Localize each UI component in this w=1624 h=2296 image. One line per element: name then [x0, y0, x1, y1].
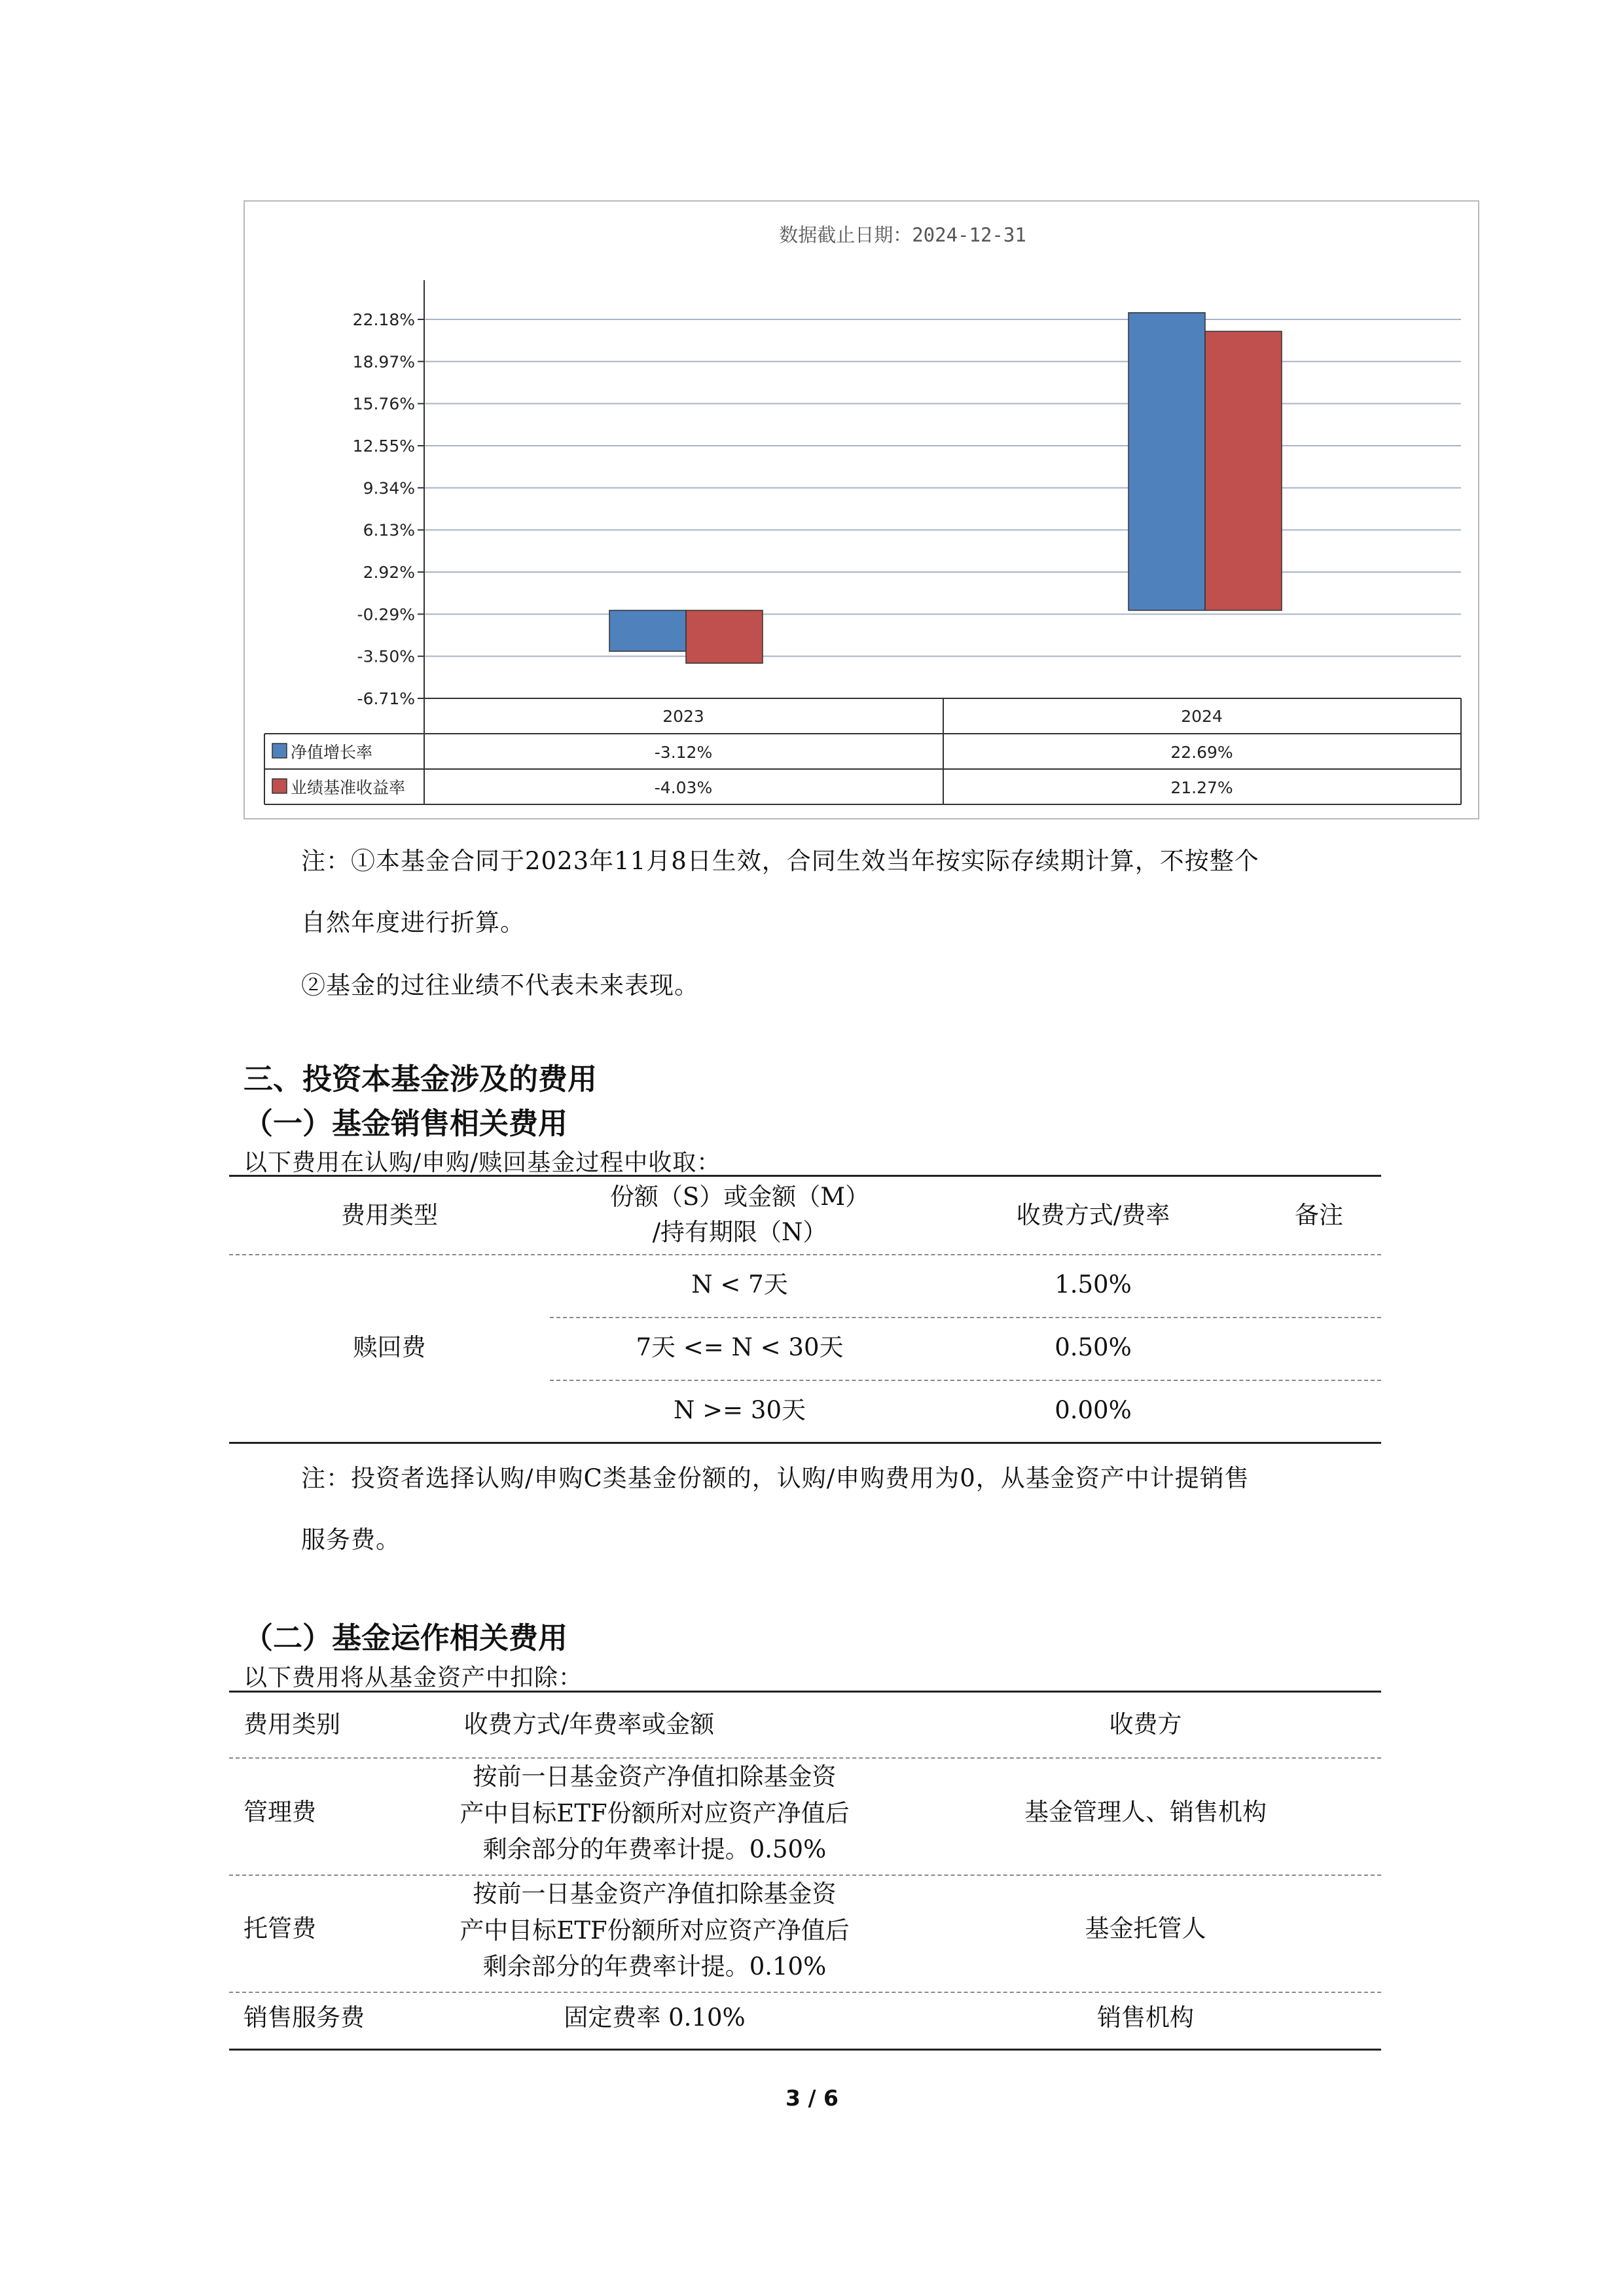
y-tick-label: -6.71%: [357, 689, 415, 708]
row-method-line-3: 剩余部分的年费率计提。0.50%: [482, 1835, 827, 1863]
row-range: N < 7天: [691, 1270, 788, 1299]
row-method-line-1: 按前一日基金资产净值扣除基金资: [473, 1880, 837, 1908]
subsection-2-caption: 以下费用将从基金资产中扣除：: [244, 1664, 583, 1691]
data-label: 22.69%: [1170, 743, 1233, 762]
sales-fee-note-line-1: 注：投资者选择认购/申购C类基金份额的，认购/申购费用为0，从基金资产中计提销售: [301, 1464, 1250, 1492]
legend-swatch: [272, 779, 287, 793]
bar-benchmark-2024: [1205, 331, 1282, 610]
y-tick-label: 22.18%: [352, 310, 415, 329]
x-category-label: 2024: [1181, 707, 1223, 726]
chart-note-2: ②基金的过往业绩不代表未来表现。: [301, 971, 699, 999]
legend-swatch: [272, 744, 287, 758]
chart-note-1-line-1: 注：①本基金合同于2023年11月8日生效，合同生效当年按实际存续期计算，不按整个: [301, 847, 1259, 875]
legend-label: 净值增长率: [291, 743, 373, 762]
fee-name-redemption: 赎回费: [353, 1333, 426, 1361]
chart-note-1-line-2: 自然年度进行折算。: [301, 908, 525, 937]
data-label: -3.12%: [654, 743, 713, 762]
row-category: 管理费: [244, 1798, 316, 1826]
header-range-line-1: 份额（S）或金额（M）: [609, 1183, 870, 1211]
y-tick-label: 6.13%: [363, 520, 415, 540]
data-label: 21.27%: [1170, 778, 1233, 797]
row-method-line-1: 固定费率 0.10%: [564, 2003, 746, 2032]
row-range: N >= 30天: [674, 1396, 806, 1424]
row-method-line-2: 产中目标ETF份额所对应资产净值后: [460, 1916, 850, 1945]
row-range: 7天 <= N < 30天: [636, 1333, 844, 1361]
y-tick-label: 12.55%: [352, 437, 415, 456]
data-label: -4.03%: [654, 778, 713, 797]
legend-label: 业绩基准收益率: [291, 778, 406, 797]
header-method: 收费方式/费率: [1016, 1201, 1170, 1229]
section-title: 三、投资本基金涉及的费用: [244, 1062, 598, 1096]
y-tick-label: 15.76%: [352, 394, 415, 414]
row-payee: 基金托管人: [1085, 1914, 1206, 1943]
table-rule: [229, 1442, 1381, 1444]
y-tick-label: 18.97%: [352, 352, 415, 372]
header-fee-type: 费用类型: [341, 1201, 438, 1229]
performance-chart: [244, 200, 1479, 819]
table-rule: [550, 1317, 1381, 1318]
table-rule: [229, 1691, 1381, 1693]
row-method-line-1: 按前一日基金资产净值扣除基金资: [473, 1763, 837, 1791]
y-tick-label: 2.92%: [363, 563, 415, 582]
table-rule: [229, 1254, 1381, 1255]
y-tick-label: -3.50%: [357, 647, 415, 666]
table-rule: [229, 1874, 1381, 1876]
header-method: 收费方式/年费率或金额: [463, 1710, 715, 1738]
row-category: 托管费: [244, 1914, 316, 1943]
row-category: 销售服务费: [244, 2003, 365, 2032]
page-number: 3 / 6: [785, 2085, 839, 2111]
table-rule: [229, 1175, 1381, 1177]
row-method-line-3: 剩余部分的年费率计提。0.10%: [482, 1952, 827, 1981]
row-payee: 销售机构: [1097, 2003, 1194, 2032]
table-rule: [229, 1992, 1381, 1993]
table-rule: [229, 1757, 1381, 1759]
y-tick-label: -0.29%: [357, 605, 415, 624]
header-payee: 收费方: [1109, 1710, 1182, 1738]
bar-nav-growth-2023: [609, 611, 686, 652]
subsection-2-title: （二）基金运作相关费用: [244, 1621, 568, 1655]
y-tick-label: 9.34%: [363, 478, 415, 498]
row-method-line-2: 产中目标ETF份额所对应资产净值后: [460, 1799, 850, 1827]
chart-canvas: [245, 202, 1481, 821]
header-range-line-2: /持有期限（N）: [652, 1218, 827, 1246]
sales-fee-note-line-2: 服务费。: [301, 1526, 401, 1554]
row-rate: 0.50%: [1055, 1333, 1132, 1361]
table-rule: [550, 1380, 1381, 1381]
table-rule: [229, 2049, 1381, 2051]
chart-title: 数据截止日期：2024-12-31: [779, 224, 1026, 246]
header-category: 费用类别: [244, 1710, 340, 1738]
row-rate: 1.50%: [1055, 1270, 1132, 1299]
row-payee: 基金管理人、销售机构: [1024, 1798, 1267, 1826]
subsection-1-caption: 以下费用在认购/申购/赎回基金过程中收取：: [244, 1149, 721, 1176]
subsection-1-title: （一）基金销售相关费用: [244, 1106, 568, 1141]
row-rate: 0.00%: [1055, 1396, 1132, 1424]
bar-benchmark-2023: [686, 611, 763, 664]
x-category-label: 2023: [662, 707, 704, 726]
bar-nav-growth-2024: [1128, 313, 1205, 611]
header-remark: 备注: [1295, 1201, 1343, 1229]
